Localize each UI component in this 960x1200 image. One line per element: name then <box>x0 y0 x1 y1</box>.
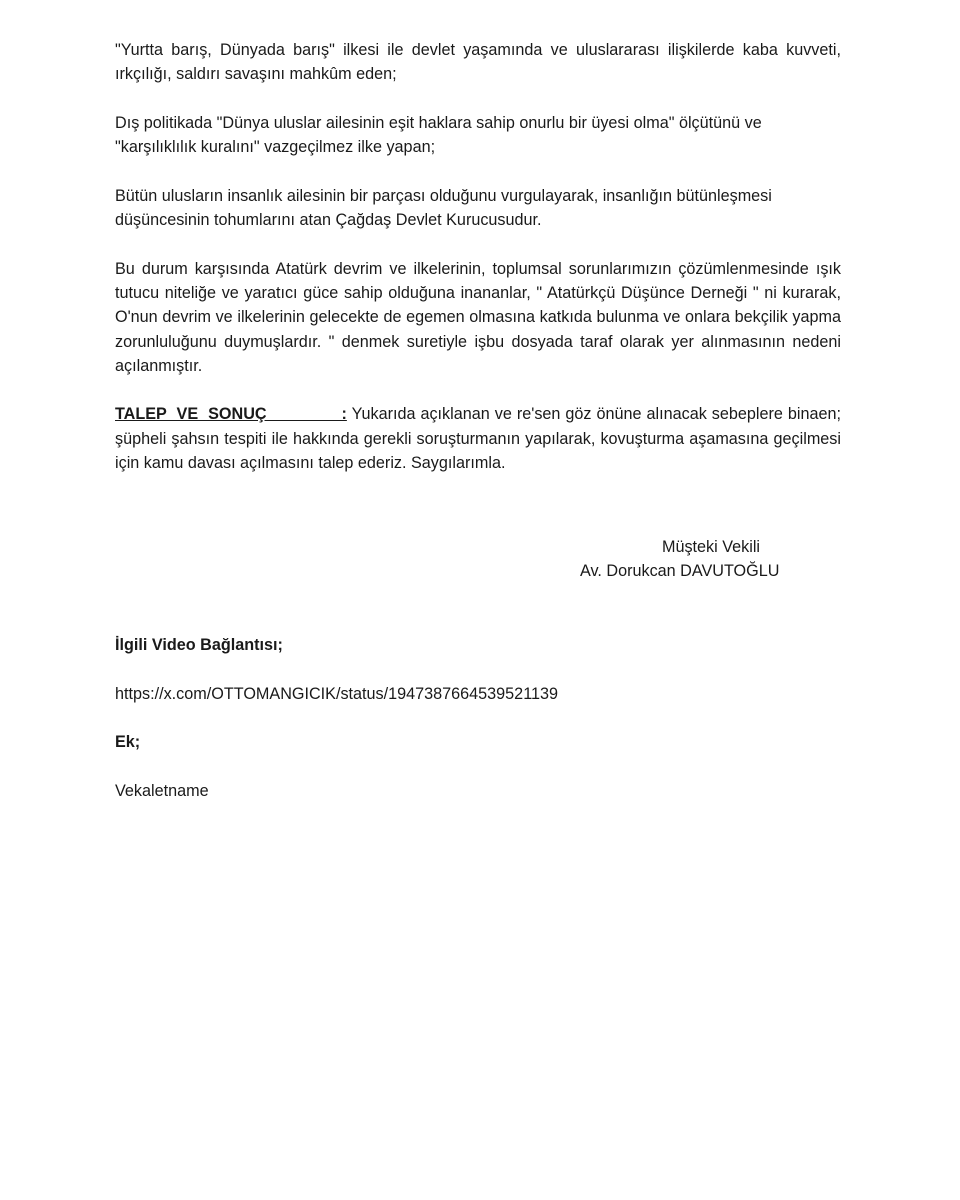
attachment-item: Vekaletname <box>115 781 209 800</box>
paragraph-humanity: Bütün ulusların insanlık ailesinin bir parçası olduğunu vurgulayarak, insanlığın bütünleşmesi düşüncesinin tohumlarını atan Çağdaş Devlet Kurucusudur. <box>115 186 772 230</box>
request-result-label: TALEP VE SONUÇ : <box>115 405 347 424</box>
paragraph-association: Bu durum karşısında Atatürk devrim ve ilkelerinin, toplumsal sorunlarımızın çözümlenmesinde ışık tutucu niteliğe ve yaratıcı güce sahip olduğuna inananlar, " Atatürkçü Düşünce Derneği " ni kurarak, O'nun devrim ve ilkelerinin gelecekte de egemen olmasına katkıda bulunma ve onlara bekçilik yapma zorunluluğunu duymuşlardır. " denmek suretiyle işbu dosyada taraf olarak yer alınmasının nedeni açılanmıştır. <box>115 259 841 375</box>
request-result-text: Yukarıda açıklanan ve re'sen göz önüne alınacak sebeplere binaen; şüpheli şahsın tespiti ile hakkında gerekli soruşturmanın yapılarak, kovuşturma aşamasına geçilmesi için kamu davası açılmasını talep ederiz. Saygılarımla. <box>115 405 841 473</box>
document-page <box>115 38 841 800</box>
attachments-section <box>115 633 841 827</box>
paragraph-foreign-policy: Dış politikada "Dünya uluslar ailesinin eşit haklara sahip onurlu bir üyesi olma" ölçütünü ve "karşılıklılık kuralını" vazgeçilmez ilke yapan; <box>115 113 762 157</box>
paragraph-request-and-result <box>115 402 841 475</box>
signature-title: Müşteki Vekili <box>661 538 761 556</box>
video-link-heading: İlgili Video Bağlantısı; <box>115 636 283 654</box>
signature-block <box>580 535 830 584</box>
paragraph-peace-principle: "Yurtta barış, Dünyada barış" ilkesi ile devlet yaşamında ve uluslararası ilişkilerde kaba kuvveti, ırkçılığı, saldırı savaşını mahkûm eden; <box>115 41 841 84</box>
signature-name: Av. Dorukcan DAVUTOĞLU <box>580 562 780 581</box>
video-link[interactable]: https://x.com/OTTOMANGICIK/status/1947387664539521139 <box>115 684 558 703</box>
attachment-heading: Ek; <box>115 733 141 752</box>
